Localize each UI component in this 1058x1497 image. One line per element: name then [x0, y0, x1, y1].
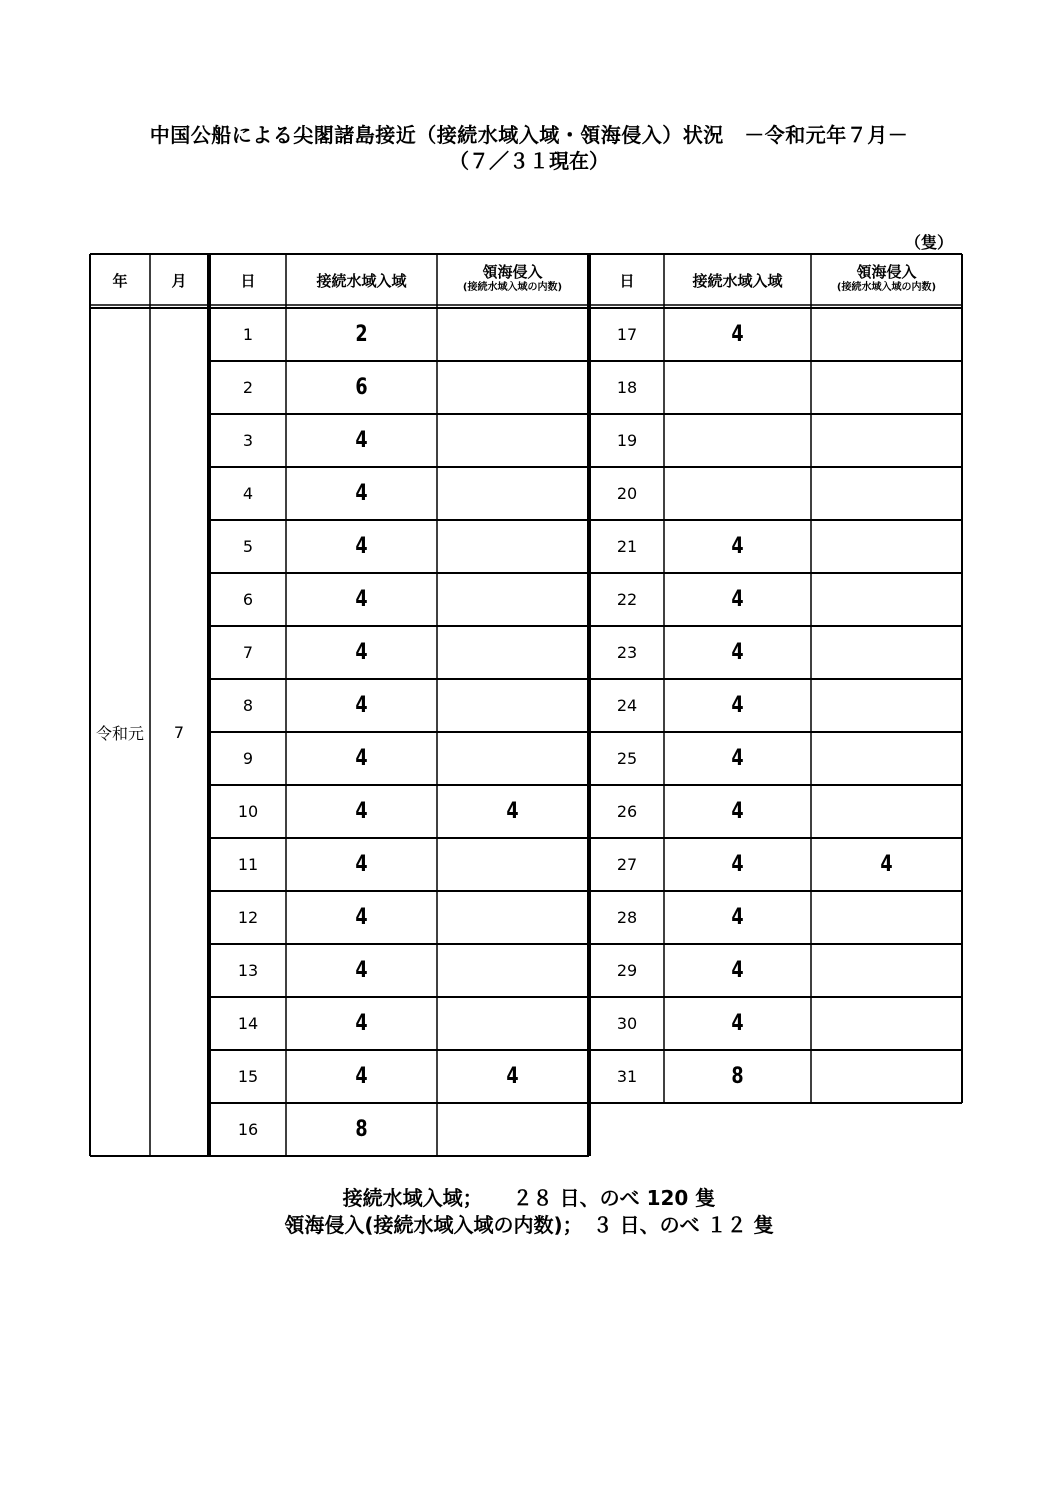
- day-cell: 1: [242, 325, 254, 344]
- contiguous-cell: 4: [355, 1011, 368, 1036]
- unit-label: （隻）: [905, 233, 954, 252]
- summary-contiguous: 接続水域入域； ２８ 日、のべ 120 隻: [342, 1186, 716, 1210]
- intrusion-cell: [826, 679, 947, 732]
- contiguous-cell: 4: [355, 905, 368, 930]
- intrusion-cell: [452, 573, 573, 626]
- intrusion-cell: 4: [506, 799, 519, 824]
- intrusion-cell: [826, 785, 947, 838]
- era-cell: 令和元: [95, 723, 144, 743]
- contiguous-cell: 8: [355, 1117, 368, 1142]
- contiguous-cell: 4: [731, 958, 744, 983]
- intrusion-cell: [452, 679, 573, 732]
- intrusion-cell: [452, 308, 573, 361]
- intrusion-cell: [826, 467, 947, 520]
- day-cell: 14: [237, 1014, 259, 1033]
- intrusion-cell: [826, 308, 947, 361]
- day-cell: 27: [616, 855, 638, 874]
- day-cell: 15: [237, 1067, 259, 1086]
- day-cell: 9: [242, 749, 254, 768]
- day-cell: 10: [237, 802, 259, 821]
- contiguous-cell: 6: [355, 375, 368, 400]
- day-cell: 23: [616, 643, 638, 662]
- day-cell: 20: [616, 484, 638, 503]
- header-year: 年: [112, 271, 128, 290]
- contiguous-cell: [679, 467, 797, 520]
- contiguous-cell: 4: [731, 693, 744, 718]
- intrusion-cell: 4: [880, 852, 893, 877]
- contiguous-cell: 4: [355, 428, 368, 453]
- day-cell: 7: [242, 643, 254, 662]
- header-intrusion-note: (接続水域入域の内数): [836, 282, 937, 293]
- contiguous-cell: 8: [731, 1064, 744, 1089]
- header-intrusion-note: (接続水域入域の内数): [462, 282, 563, 293]
- intrusion-cell: [452, 361, 573, 414]
- day-cell: 3: [242, 431, 254, 450]
- intrusion-cell: [826, 414, 947, 467]
- header-contiguous-left: 接続水域入域: [316, 271, 407, 290]
- day-cell: 17: [616, 325, 638, 344]
- header-intrusion-right: [811, 254, 962, 306]
- day-cell: 2: [242, 378, 254, 397]
- intrusion-cell: [452, 1103, 573, 1156]
- intrusion-cell: [826, 361, 947, 414]
- intrusion-cell: [826, 732, 947, 785]
- intrusion-cell: 4: [506, 1064, 519, 1089]
- contiguous-cell: 4: [355, 746, 368, 771]
- day-cell: 18: [616, 378, 638, 397]
- page-title: 中国公船による尖閣諸島接近（接続水域入域・領海侵入）状況 －令和元年７月－: [149, 123, 909, 147]
- intrusion-cell: [452, 732, 573, 785]
- contiguous-cell: 4: [355, 587, 368, 612]
- contiguous-cell: 4: [731, 322, 744, 347]
- day-cell: 16: [237, 1120, 259, 1139]
- day-cell: 28: [616, 908, 638, 927]
- day-cell: 21: [616, 537, 638, 556]
- contiguous-cell: [679, 414, 797, 467]
- contiguous-cell: 4: [731, 640, 744, 665]
- intrusion-cell: [452, 997, 573, 1050]
- day-cell: 22: [616, 590, 638, 609]
- contiguous-cell: 4: [355, 799, 368, 824]
- header-day-left: 日: [240, 271, 256, 290]
- contiguous-cell: 4: [355, 534, 368, 559]
- intrusion-cell: [452, 944, 573, 997]
- month-cell: 7: [173, 722, 185, 742]
- contiguous-cell: 4: [355, 640, 368, 665]
- contiguous-cell: 4: [355, 481, 368, 506]
- contiguous-cell: 2: [355, 322, 368, 347]
- intrusion-cell: [452, 520, 573, 573]
- summary-intrusion: 領海侵入(接続水域入域の内数)； ３ 日、のべ １２ 隻: [284, 1213, 774, 1237]
- contiguous-cell: 4: [731, 746, 744, 771]
- contiguous-cell: 4: [731, 852, 744, 877]
- contiguous-cell: 4: [355, 958, 368, 983]
- day-cell: 25: [616, 749, 638, 768]
- intrusion-cell: [826, 1050, 947, 1103]
- header-intrusion-label: 領海侵入: [482, 263, 543, 281]
- day-cell: 26: [616, 802, 638, 821]
- intrusion-cell: [826, 626, 947, 679]
- day-cell: 12: [237, 908, 259, 927]
- header-day-right: 日: [619, 271, 635, 290]
- intrusion-cell: [826, 997, 947, 1050]
- contiguous-cell: 4: [731, 799, 744, 824]
- header-month: 月: [171, 271, 187, 290]
- contiguous-cell: 4: [355, 1064, 368, 1089]
- contiguous-cell: 4: [731, 587, 744, 612]
- contiguous-cell: [679, 361, 797, 414]
- contiguous-cell: 4: [731, 1011, 744, 1036]
- page-subtitle: （７／３１現在）: [449, 149, 609, 173]
- intrusion-cell: [826, 891, 947, 944]
- day-cell: 30: [616, 1014, 638, 1033]
- contiguous-cell: 4: [355, 693, 368, 718]
- day-cell: 29: [616, 961, 638, 980]
- header-intrusion-left: [437, 254, 588, 306]
- intrusion-cell: [452, 626, 573, 679]
- intrusion-cell: [826, 520, 947, 573]
- intrusion-cell: [452, 414, 573, 467]
- contiguous-cell: 4: [355, 852, 368, 877]
- intrusion-cell: [826, 573, 947, 626]
- day-cell: 5: [242, 537, 254, 556]
- intrusion-cell: [452, 838, 573, 891]
- intrusion-cell: [452, 891, 573, 944]
- intrusion-cell: [826, 944, 947, 997]
- intrusion-cell: [452, 467, 573, 520]
- header-intrusion-label: 領海侵入: [856, 263, 917, 281]
- header-contiguous-right: 接続水域入域: [692, 271, 783, 290]
- day-cell: 11: [237, 855, 259, 874]
- day-cell: 19: [616, 431, 638, 450]
- day-cell: 6: [242, 590, 254, 609]
- day-cell: 24: [616, 696, 638, 715]
- day-cell: 31: [616, 1067, 638, 1086]
- contiguous-cell: 4: [731, 905, 744, 930]
- day-cell: 8: [242, 696, 254, 715]
- day-cell: 4: [242, 484, 254, 503]
- day-cell: 13: [237, 961, 259, 980]
- contiguous-cell: 4: [731, 534, 744, 559]
